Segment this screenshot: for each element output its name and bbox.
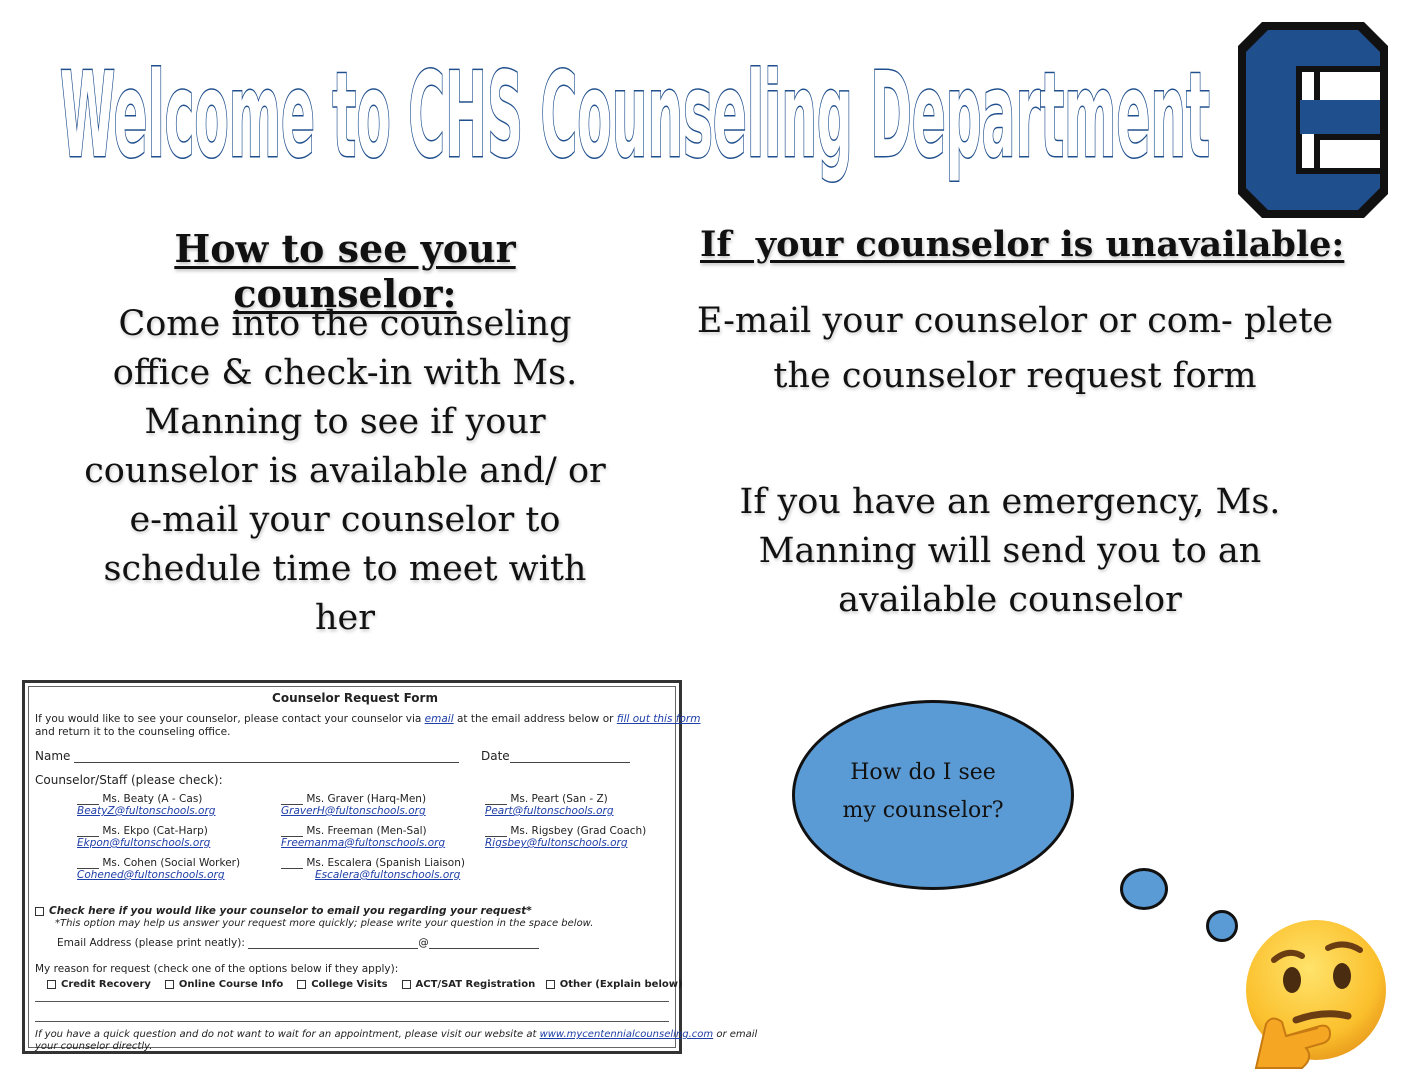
staff-item[interactable]: Ms. Escalera (Spanish Liaison) Escalera@fultonschools.org [281, 857, 465, 881]
right-body-text-1: E-mail your counselor or com- plete the counselor request form [696, 301, 1334, 396]
check-note: *This option may help us answer your request more quickly; please write your question in the space below. [55, 918, 594, 929]
reason-option[interactable]: Other (Explain below) [546, 979, 683, 990]
date-field[interactable]: Date [481, 749, 630, 763]
checkbox-icon [546, 980, 555, 989]
staff-item[interactable]: Ms. Ekpo (Cat-Harp) Ekpon@fultonschools.org [77, 825, 211, 849]
thinking-face-emoji [1236, 918, 1392, 1074]
form-footer: If you have a quick question and do not want to wait for an appointment, please visit our website at www.mycentennialcounseling.com or email [35, 1029, 758, 1040]
reason-option[interactable]: College Visits [297, 979, 387, 990]
website-link[interactable]: www.mycentennialcounseling.com [539, 1029, 714, 1040]
staff-label: Counselor/Staff (please check): [35, 773, 223, 787]
email-me-checkbox[interactable]: Check here if you would like your counselor to email you regarding your request* [35, 905, 532, 917]
answer-line[interactable] [35, 1021, 669, 1022]
counselor-request-form [22, 680, 758, 1054]
right-heading: If your counselor is unavailable: [700, 224, 1345, 265]
email-address-field[interactable]: Email Address (please print neatly): @ [57, 937, 539, 949]
right-body-text-2: If you have an emergency, Ms. Manning will send you to an available counselor [739, 482, 1281, 620]
checkbox-icon [47, 980, 56, 989]
form-title: Counselor Request Form [272, 691, 438, 705]
centennial-c-logo [1234, 18, 1392, 222]
checkbox-icon [35, 907, 44, 916]
page-title [60, 46, 1220, 196]
left-heading: How to see your counselor: [174, 226, 516, 316]
thought-bubble-text: How do I see my counselor? [842, 760, 1004, 823]
form-intro: If you would like to see your counselor, please contact your counselor via email at the email address below or fill out this form [35, 713, 701, 725]
name-field[interactable]: Name [35, 749, 459, 763]
staff-item[interactable]: Ms. Graver (Harq-Men) GraverH@fultonschools.org [281, 793, 427, 817]
reason-option[interactable]: Online Course Info [165, 979, 283, 990]
reason-option[interactable]: Credit Recovery [47, 979, 151, 990]
page-title-text: Welcome to CHS Counseling Department [60, 46, 1210, 184]
answer-line[interactable] [35, 1001, 669, 1002]
thought-dot-small [1206, 910, 1238, 942]
form-footer-2: your counselor directly. [35, 1041, 153, 1052]
fill-out-form-link[interactable]: fill out this form [616, 713, 701, 725]
reason-option[interactable]: ACT/SAT Registration [402, 979, 536, 990]
staff-item[interactable]: Ms. Peart (San - Z) Peart@fultonschools.org [485, 793, 614, 817]
checkbox-icon [297, 980, 306, 989]
reason-options [47, 979, 683, 990]
staff-item[interactable]: Ms. Freeman (Men-Sal) Freemanma@fultonschools.org [281, 825, 446, 849]
form-intro-2: and return it to the counseling office. [35, 726, 231, 738]
reason-label: My reason for request (check one of the options below if they apply): [35, 963, 399, 975]
checkbox-icon [402, 980, 411, 989]
checkbox-icon [165, 980, 174, 989]
staff-item[interactable]: Ms. Cohen (Social Worker) Cohened@fultonschools.org [77, 857, 241, 881]
staff-item[interactable]: Ms. Beaty (A - Cas) BeatyZ@fultonschools.org [77, 793, 216, 817]
thought-dot-large [1120, 868, 1168, 910]
left-body-text: Come into the counseling office & check-in with Ms. Manning to see if your counselor is available and/ or e-mail your counselor to schedule time to meet with her [84, 304, 606, 638]
staff-item[interactable]: Ms. Rigsbey (Grad Coach) Rigsbey@fultonschools.org [485, 825, 647, 849]
email-link[interactable]: email [424, 713, 454, 725]
